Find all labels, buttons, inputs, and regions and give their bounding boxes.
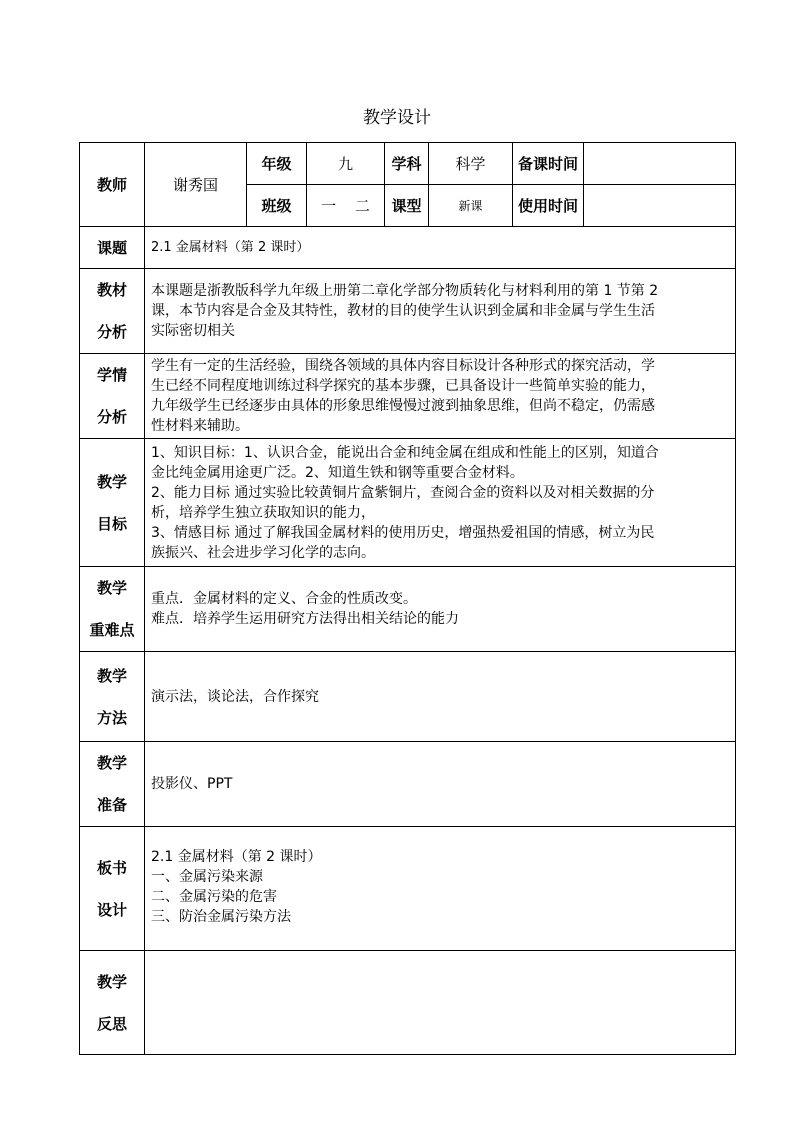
preparation-label-2: 准备 [96, 796, 127, 814]
objectives-line: 1、知识目标：1、认识合金，能说出合金和纯金属在组成和性能上的区别，知道合 [151, 444, 659, 461]
topic-value: 2.1 金属材料（第 2 课时） [145, 227, 736, 269]
lesson-plan-table [79, 142, 736, 1055]
board-design-line: 三、防治金属污染方法 [151, 909, 291, 925]
key-points-label [80, 567, 145, 652]
material-analysis-line: 实际密切相关 [151, 323, 235, 339]
board-design-label-1: 板书 [96, 858, 127, 877]
student-analysis-label-1: 学情 [96, 366, 127, 384]
grade-label: 年级 [247, 143, 307, 185]
board-design-line: 2.1 金属材料（第 2 课时） [151, 849, 322, 865]
topic-label: 课题 [80, 227, 145, 269]
reflection-content [145, 951, 736, 1055]
grade-value: 九 [307, 143, 385, 185]
methods-row [80, 652, 736, 742]
student-analysis-row [80, 354, 736, 439]
objectives-line: 析，培养学生独立获取知识的能力， [151, 504, 375, 521]
student-analysis-line: 生已经不同程度地训练过科学探究的基本步骤，已具备设计一些简单实验的能力， [151, 378, 655, 394]
objectives-content [145, 439, 736, 567]
prep-time-label: 备课时间 [513, 143, 584, 185]
board-design-row [80, 827, 736, 951]
material-analysis-row [80, 269, 736, 354]
objectives-line: 金比纯金属用途更广泛。2、知道生铁和钢等重要合金材料。 [151, 464, 524, 481]
objectives-label-1: 教学 [96, 472, 127, 491]
objectives-row [80, 439, 736, 567]
teacher-name: 谢秀国 [145, 143, 247, 227]
prep-time-value [584, 143, 736, 185]
preparation-label [80, 742, 145, 827]
reflection-label [80, 951, 145, 1055]
methods-label [80, 652, 145, 742]
use-time-value [584, 185, 736, 227]
reflection-row [80, 951, 736, 1055]
board-design-label [80, 827, 145, 951]
student-analysis-label [80, 354, 145, 439]
methods-label-2: 方法 [96, 708, 127, 727]
objectives-line: 2、能力目标 通过实验比较黄铜片盒紫铜片，查阅合金的资料以及对相关数据的分 [151, 484, 655, 501]
board-design-label-2: 设计 [96, 900, 127, 919]
objectives-label-2: 目标 [96, 514, 127, 533]
student-analysis-line: 九年级学生已经逐步由具体的形象思维慢慢过渡到抽象思维，但尚不稳定，仍需感 [151, 398, 655, 414]
student-analysis-content [145, 354, 736, 439]
methods-label-1: 教学 [96, 666, 127, 685]
lesson-type-label: 课型 [385, 185, 429, 227]
key-points-line: 难点．培养学生运用研究方法得出相关结论的能力 [151, 611, 459, 627]
use-time-label: 使用时间 [513, 185, 584, 227]
objectives-label [80, 439, 145, 567]
class-label: 班级 [247, 185, 307, 227]
material-analysis-label-1: 教材 [96, 281, 127, 299]
topic-row [80, 227, 736, 269]
preparation-label-1: 教学 [96, 754, 127, 772]
material-analysis-label-2: 分析 [96, 323, 127, 341]
preparation-row [80, 742, 736, 827]
page-title: 教学设计 [363, 108, 431, 128]
methods-content: 演示法，谈论法，合作探究 [145, 652, 736, 742]
key-points-label-2: 重难点 [89, 621, 135, 639]
teacher-label: 教师 [80, 143, 145, 227]
student-analysis-line: 性材料来辅助。 [151, 418, 249, 434]
preparation-content: 投影仪、PPT [145, 742, 736, 827]
objectives-line: 族振兴、社会进步学习化学的志向。 [151, 544, 375, 561]
board-design-line: 二、金属污染的危害 [151, 889, 277, 905]
reflection-label-2: 反思 [96, 1014, 127, 1033]
lesson-type-value: 新课 [429, 185, 513, 227]
class-value: 一 二 [307, 185, 385, 227]
key-points-label-1: 教学 [96, 579, 127, 597]
material-analysis-line: 课，本节内容是合金及其特性，教材的目的使学生认识到金属和非金属与学生生活 [151, 303, 655, 319]
key-points-row [80, 567, 736, 652]
material-analysis-content [145, 269, 736, 354]
board-design-line: 一、金属污染来源 [151, 869, 263, 885]
reflection-label-1: 教学 [96, 972, 127, 991]
header-row-1 [80, 143, 736, 185]
key-points-content [145, 567, 736, 652]
objectives-line: 3、情感目标 通过了解我国金属材料的使用历史，增强热爱祖国的情感，树立为民 [151, 524, 655, 541]
key-points-line: 重点．金属材料的定义、合金的性质改变。 [151, 591, 417, 607]
subject-value: 科学 [429, 143, 513, 185]
material-analysis-label [80, 269, 145, 354]
student-analysis-label-2: 分析 [96, 408, 127, 426]
subject-label: 学科 [385, 143, 429, 185]
student-analysis-line: 学生有一定的生活经验，围绕各领域的具体内容目标设计各种形式的探究活动，学 [151, 358, 655, 374]
material-analysis-line: 本课题是浙教版科学九年级上册第二章化学部分物质转化与材料利用的第 1 节第 2 [151, 283, 659, 299]
board-design-content [145, 827, 736, 951]
